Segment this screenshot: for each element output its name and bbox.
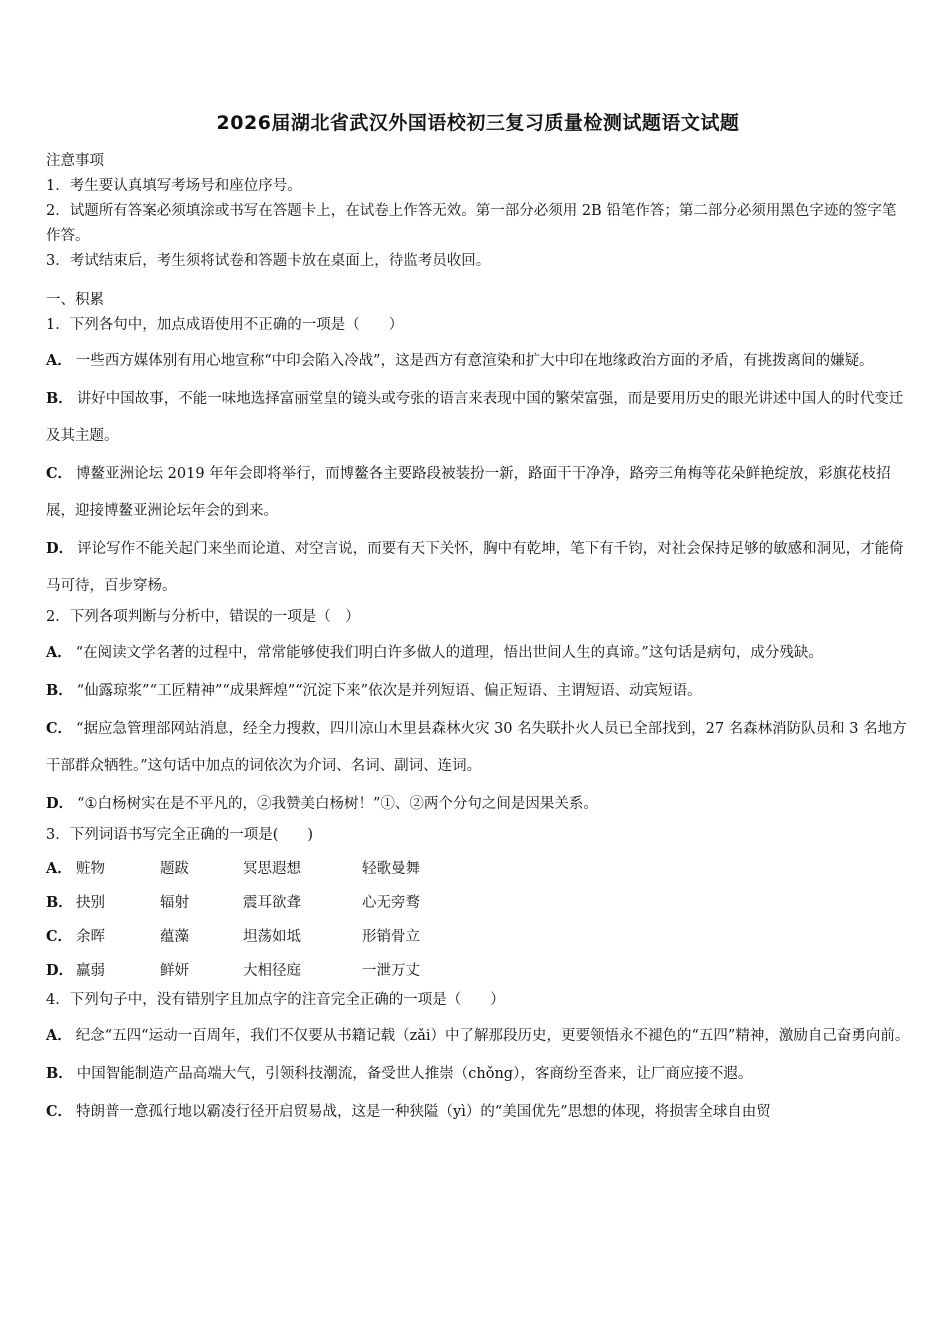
word: 一泄万丈 bbox=[362, 963, 420, 979]
option bbox=[46, 1093, 910, 1131]
word: 抉别 bbox=[76, 895, 105, 911]
option bbox=[46, 530, 910, 605]
option-text: “①白杨树实在是不平凡的，②我赞美白杨树！”①、②两个分句之间是因果关系。 bbox=[77, 796, 598, 812]
word-option bbox=[46, 852, 910, 886]
section-heading: 一、积累 bbox=[46, 292, 104, 308]
notice-item: 2．试题所有答案必须填涂或书写在答题卡上，在试卷上作答无效。第一部分必须用 2B 铅笔作答；第二部分必须用黑色字迹的签字笔作答。 bbox=[46, 203, 897, 244]
option-label: C． bbox=[46, 720, 73, 737]
question-stem: 2．下列各项判断与分析中，错误的一项是（ ） bbox=[46, 609, 360, 625]
option-label: C． bbox=[46, 928, 73, 945]
option-label: B． bbox=[46, 1065, 73, 1082]
word: 余晖 bbox=[76, 929, 105, 945]
option-text: “仙露琼浆”“工匠精神”“成果辉煌”“沉淀下来”依次是并列短语、偏正短语、主谓短语、动宾短语。 bbox=[76, 683, 702, 699]
word: 辐射 bbox=[160, 895, 189, 911]
option-label: A． bbox=[46, 1027, 72, 1044]
word: 冥思遐想 bbox=[243, 861, 301, 877]
option bbox=[46, 710, 910, 785]
option bbox=[46, 342, 910, 380]
option-text: 特朗普一意孤行地以霸凌行径开启贸易战，这是一种狭隘（yì）的“美国优先”思想的体现，将损害全球自由贸 bbox=[76, 1104, 771, 1120]
word: 羸弱 bbox=[76, 963, 105, 979]
word: 蕴藻 bbox=[160, 929, 189, 945]
option-label: C． bbox=[46, 1103, 73, 1120]
word: 震耳欲聋 bbox=[243, 895, 301, 911]
option bbox=[46, 672, 910, 710]
word: 赃物 bbox=[76, 861, 105, 877]
option-text: 博鳌亚洲论坛 2019 年年会即将举行，而博鳌各主要路段被装扮一新，路面干干净净，路旁三角梅等花朵鲜艳绽放，彩旗花枝招展，迎接博鳌亚洲论坛年会的到来。 bbox=[46, 466, 891, 519]
option-text: 讲好中国故事，不能一味地选择富丽堂皇的镜头或夸张的语言来表现中国的繁荣富强，而是要用历史的眼光讲述中国人的时代变迁及其主题。 bbox=[46, 391, 904, 444]
word: 形销骨立 bbox=[362, 929, 420, 945]
option-text: 纪念“五四“运动一百周年，我们不仅要从书籍记载（zǎi）中了解那段历史，更要领悟永不褪色的“五四”精神，激励自己奋勇向前。 bbox=[75, 1028, 910, 1044]
exam-page bbox=[46, 108, 910, 1131]
page-title: 2026届湖北省武汉外国语校初三复习质量检测试题语文试题 bbox=[216, 112, 740, 134]
option bbox=[46, 634, 910, 672]
word-option bbox=[46, 920, 910, 954]
word: 坦荡如坻 bbox=[243, 929, 301, 945]
notice-item: 3．考试结束后，考生须将试卷和答题卡放在桌面上，待监考员收回。 bbox=[46, 253, 491, 269]
word-option bbox=[46, 954, 910, 988]
option-label: A． bbox=[46, 644, 72, 661]
option-text: “在阅读文学名著的过程中，常常能够使我们明白许多做人的道理，悟出世间人生的真谛。”这句话是病句，成分残缺。 bbox=[75, 645, 823, 661]
option-text: 中国智能制造产品高端大气，引领科技潮流，备受世人推崇（chǒng），客商纷至沓来，让厂商应接不遐。 bbox=[76, 1066, 753, 1082]
option-label: D． bbox=[46, 962, 74, 979]
notice-heading: 注意事项 bbox=[46, 153, 104, 169]
option-label: C． bbox=[46, 465, 73, 482]
option-text: 评论写作不能关起门来坐而论道、对空言说，而要有天下关怀，胸中有乾坤，笔下有千钧，对社会保持足够的敏感和洞见，才能倚马可待，百步穿杨。 bbox=[46, 541, 904, 594]
word: 鲜妍 bbox=[160, 963, 189, 979]
word: 心无旁骛 bbox=[362, 895, 420, 911]
option bbox=[46, 455, 910, 530]
option-label: B． bbox=[46, 682, 73, 699]
word: 题跋 bbox=[160, 861, 189, 877]
option bbox=[46, 1017, 910, 1055]
option-label: B． bbox=[46, 894, 73, 911]
option-text: “据应急管理部网站消息，经全力搜救，四川凉山木里县森林火灾 30 名失联扑火人员已全部找到，27 名森林消防队员和 3 名地方干部群众牺牲。”这句话中加点的词依次为介词、名词、副词、连词。 bbox=[46, 721, 907, 774]
option bbox=[46, 380, 910, 455]
option-label: D． bbox=[46, 795, 74, 812]
option-label: D． bbox=[46, 540, 74, 557]
notice-block bbox=[46, 149, 910, 274]
notice-item: 1．考生要认真填写考场号和座位序号。 bbox=[46, 178, 302, 194]
option-text: 一些西方媒体别有用心地宣称“中印会陷入冷战”，这是西方有意渲染和扩大中印在地缘政治方面的矛盾，有挑拨离间的嫌疑。 bbox=[75, 353, 874, 369]
option-label: B． bbox=[46, 390, 73, 407]
question-stem: 4．下列句子中，没有错别字且加点字的注音完全正确的一项是（ ） bbox=[46, 992, 505, 1008]
option-label: A． bbox=[46, 860, 72, 877]
option bbox=[46, 785, 910, 823]
option-label: A． bbox=[46, 352, 72, 369]
word: 大相径庭 bbox=[243, 963, 301, 979]
word: 轻歌曼舞 bbox=[362, 861, 420, 877]
question-stem: 3．下列词语书写完全正确的一项是( ) bbox=[46, 827, 314, 843]
option bbox=[46, 1055, 910, 1093]
question-stem: 1．下列各句中，加点成语使用不正确的一项是（ ） bbox=[46, 317, 404, 333]
word-option bbox=[46, 886, 910, 920]
